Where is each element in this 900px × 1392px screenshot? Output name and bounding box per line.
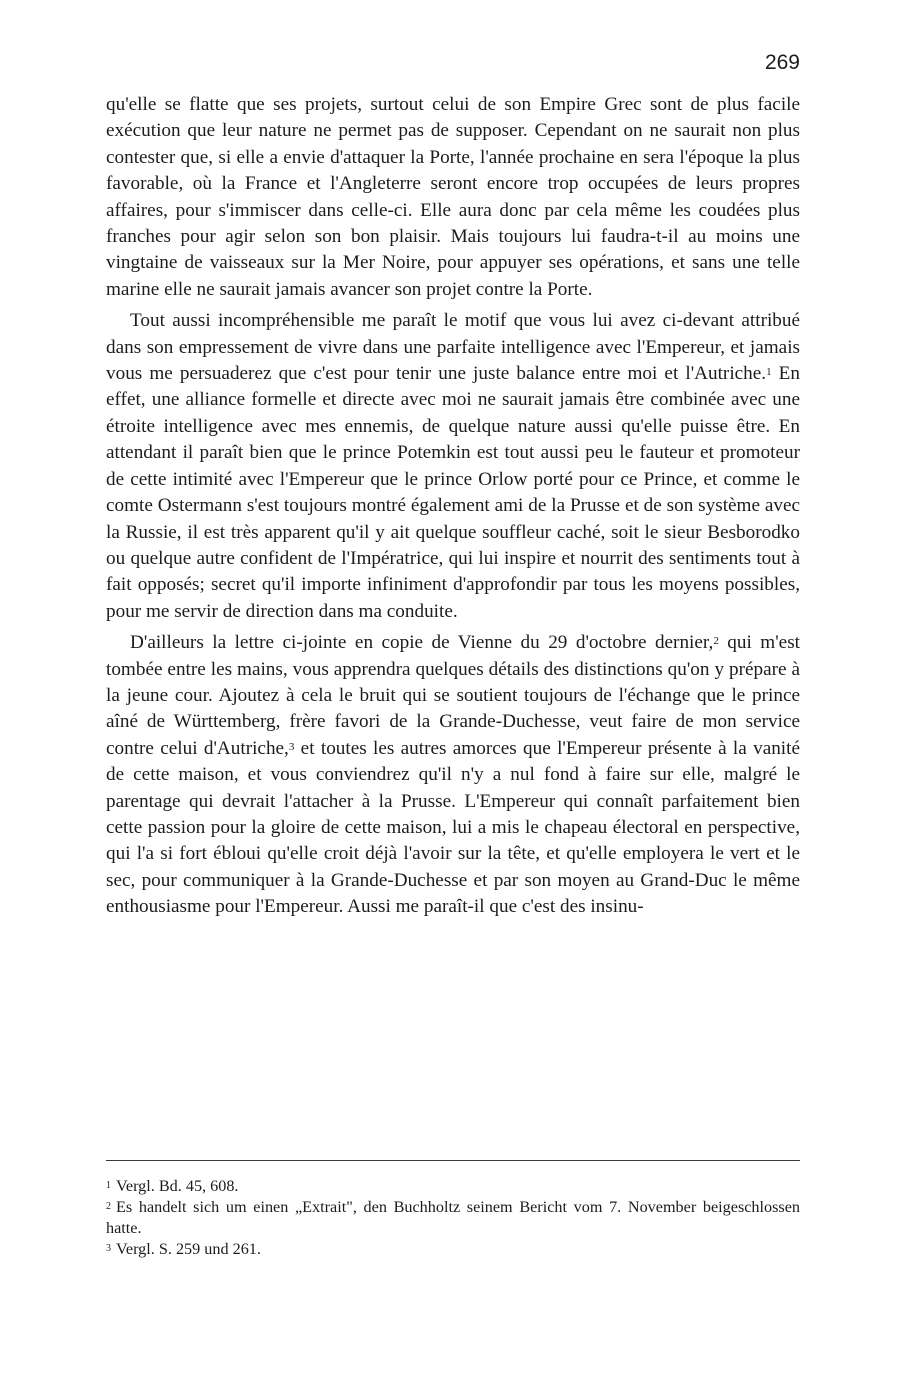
page (106, 48, 800, 926)
paragraph-text: qui m'est tombée entre les mains, vous apprendra quelques détails des distinctions qu'on y prépare à la jeune cour. Ajoutez à cela le bruit qui se soutient toujours de l'échange que le prince aîné de Württemberg, frère favori de la Grande-Duchesse, veut faire de mon service contre celui d'Autriche, (106, 632, 800, 759)
paragraph (106, 92, 800, 303)
footnote-number: 1 (106, 1180, 111, 1191)
paragraph-text: D'ailleurs la lettre ci-jointe en copie de Vienne du 29 d'octobre dernier, (130, 632, 714, 654)
footnote-number: 2 (106, 1201, 111, 1212)
footnotes (106, 1176, 800, 1260)
body-text (106, 92, 800, 921)
paragraph (106, 630, 800, 920)
paragraph-text: et toutes les autres amorces que l'Empereur présente à la vanité de cette maison, et vous conviendrez qu'il n'y a nul fond à faire sur elle, malgré le parentage qui devrait l'attacher à la Prusse. L'Empereur qui connaît parfaitement bien cette passion pour la gloire de cette maison, lui a mis le chapeau électoral en perspective, qui l'a si fort ébloui qu'elle croit déjà l'avoir sur la tête, et qu'elle employera le vert et le sec, pour communiquer à la Grande-Duchesse et par son moyen au Grand-Duc le même enthousiasme pour l'Empereur. Aussi me paraît-il que c'est des insinu- (106, 737, 800, 918)
footnote-divider (106, 1160, 800, 1161)
footnote-reference: 2 (713, 635, 719, 648)
footnote (106, 1197, 800, 1239)
footnote-text: Vergl. Bd. 45, 608. (116, 1177, 239, 1195)
page-number: 269 (764, 51, 800, 74)
footnote-number: 3 (106, 1243, 111, 1254)
footnote-reference: 3 (288, 740, 295, 753)
paragraph-text: En effet, une alliance formelle et directe avec moi ne saurait jamais être combinée avec une étroite intelligence avec mes ennemis, de quelque nature aussi qu'elle puisse être. En attendant il paraît bien que le prince Potemkin est tout aussi peu le fauteur et promoteur de cette intimité avec l'Empereur que le prince Orlow porté pour ce Prince, et comme le comte Ostermann s'est toujours montré également ami de la Prusse et de son système avec la Russie, il est très apparent qu'il y ait quelque souffleur caché, soit le sieur Besborodko ou quelque autre confident de l'Impératrice, qui lui inspire et nourrit des sentiments tout à fait opposés; secret qu'il importe infiniment d'approfondir par tous les moyens possibles, pour me servir de direction dans ma conduite. (106, 363, 800, 622)
paragraph-text: Tout aussi incompréhensible me paraît le motif que vous lui avez ci-devant attribué dans son empressement de vivre dans une parfaite intelligence avec l'Empereur, et jamais vous me persuaderez que c'est pour tenir une juste balance entre moi et l'Autriche. (106, 310, 800, 385)
paragraph (106, 308, 800, 625)
footnote-text: Es handelt sich um einen „Extrait", den Buchholtz seinem Bericht vom 7. November beigeschlossen hatte. (106, 1198, 800, 1237)
footnote-text: Vergl. S. 259 und 261. (116, 1240, 261, 1258)
footnote-reference: 1 (766, 366, 772, 379)
paragraph-text: qu'elle se flatte que ses projets, surtout celui de son Empire Grec sont de plus facile exécution que leur nature ne permet pas de supposer. Cependant on ne saurait non plus contester que, si elle a envie d'attaquer la Porte, l'année prochaine en sera l'époque la plus favorable, où la France et l'Angleterre seront encore trop occupées de leurs propres affaires, pour s'immiscer dans celle-ci. Elle aura donc par cela même les coudées plus franches pour agir selon son bon plaisir. Mais toujours lui faudra-t-il au moins une vingtaine de vaisseaux sur la Mer Noire, pour appuyer ses opérations, et sans une telle marine elle ne saurait jamais avancer son projet contre la Porte. (106, 94, 800, 300)
footnote (106, 1239, 800, 1260)
footnote (106, 1176, 800, 1197)
